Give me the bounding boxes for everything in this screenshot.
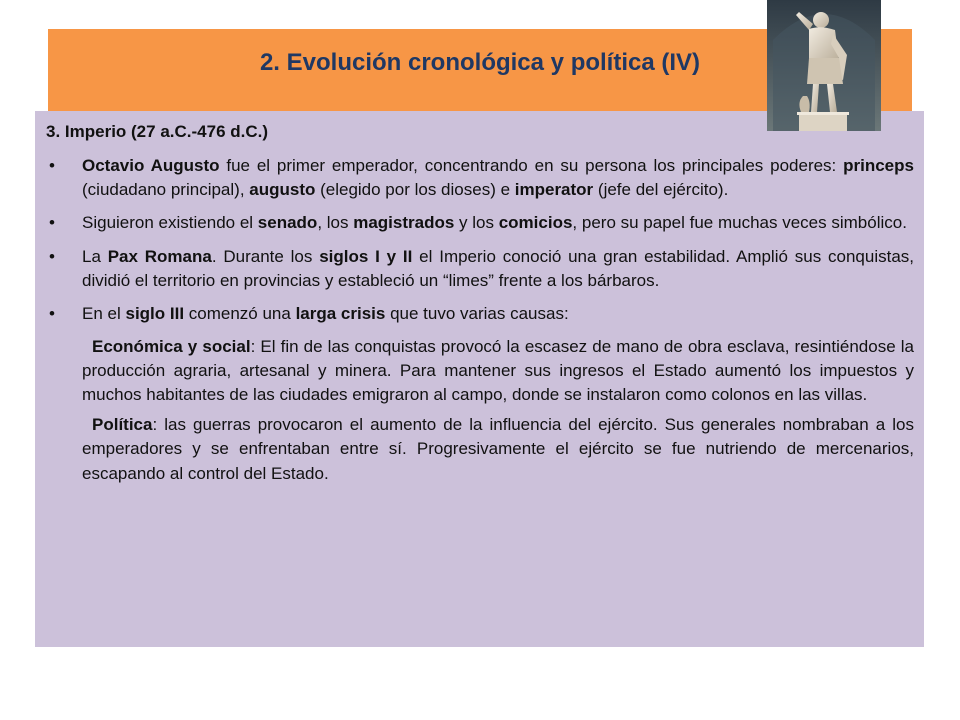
augustus-statue-photo	[767, 0, 881, 131]
bullet-item	[46, 211, 914, 235]
text-run: comenzó una	[184, 303, 296, 323]
text-run: . Durante los	[211, 246, 320, 266]
bullet-item	[46, 154, 914, 202]
text-run: Pax Romana	[107, 246, 212, 266]
text-run: princeps	[843, 156, 914, 176]
text-run: Siguieron existiendo el	[82, 213, 258, 233]
bullet-item	[46, 245, 914, 293]
text-run: siglo III	[125, 303, 185, 323]
text-run: senado	[257, 213, 318, 233]
bullet-icon: •	[49, 213, 55, 233]
text-run: comicios	[498, 213, 573, 233]
text-run: : El fin de las conquistas provocó la escasez de mano de obra esclava, resintiéndose la producción agraria, artesanal y minera. Para mantener sus ingresos el Estado aumentó los impuestos y muchos habitantes de las ciudades emigraron al campo, donde se instalaron como colonos en las villas.	[82, 336, 914, 405]
text-run: siglos I y II	[319, 246, 413, 266]
text-run: : las guerras provocaron el aumento de la influencia del ejército. Sus generales nombraban a los emperadores y se enfrentaban entre sí. Progresivamente el ejército se fue nutriendo de mercenarios, escapando al control del Estado.	[82, 415, 914, 483]
text-run: que tuvo varias causas:	[385, 303, 569, 323]
bullet-list	[46, 154, 914, 326]
text-run: Económica y social	[92, 336, 251, 356]
slide-content	[35, 111, 924, 492]
text-run: (jefe del ejército).	[593, 180, 729, 200]
text-run: Octavio Augusto	[82, 156, 220, 176]
text-run: En el	[82, 303, 126, 323]
text-run: , los	[317, 213, 354, 233]
text-run: (elegido por los dioses) e	[315, 180, 515, 200]
cause-paragraph	[46, 335, 914, 407]
bullet-icon: •	[49, 303, 55, 323]
text-run: La	[82, 246, 108, 266]
text-run: Política	[92, 415, 153, 435]
text-run: (ciudadano principal),	[82, 180, 250, 200]
slide-title: 2. Evolución cronológica y política (IV)	[259, 49, 701, 76]
statue-illustration	[767, 0, 881, 131]
text-run: magistrados	[353, 213, 455, 233]
text-run: el Imperio conoció una gran estabilidad. Amplió sus conquistas, dividió el territorio en provincias y estableció un “limes” frente a los bárbaros.	[82, 246, 915, 290]
text-run: imperator	[514, 180, 594, 200]
text-run: augusto	[249, 180, 316, 200]
bullet-item	[46, 302, 914, 326]
text-run: larga crisis	[295, 303, 386, 323]
bullet-icon: •	[49, 246, 55, 266]
text-run: fue el primer emperador, concentrando en su persona los principales poderes:	[219, 156, 844, 176]
section-subheading: 3. Imperio (27 a.C.-476 d.C.)	[46, 122, 269, 141]
crisis-causes-list	[46, 335, 914, 486]
cause-paragraph	[46, 413, 914, 485]
text-run: , pero su papel fue muchas veces simbólico.	[572, 213, 907, 233]
text-run: y los	[454, 213, 499, 233]
bullet-icon: •	[49, 156, 55, 176]
